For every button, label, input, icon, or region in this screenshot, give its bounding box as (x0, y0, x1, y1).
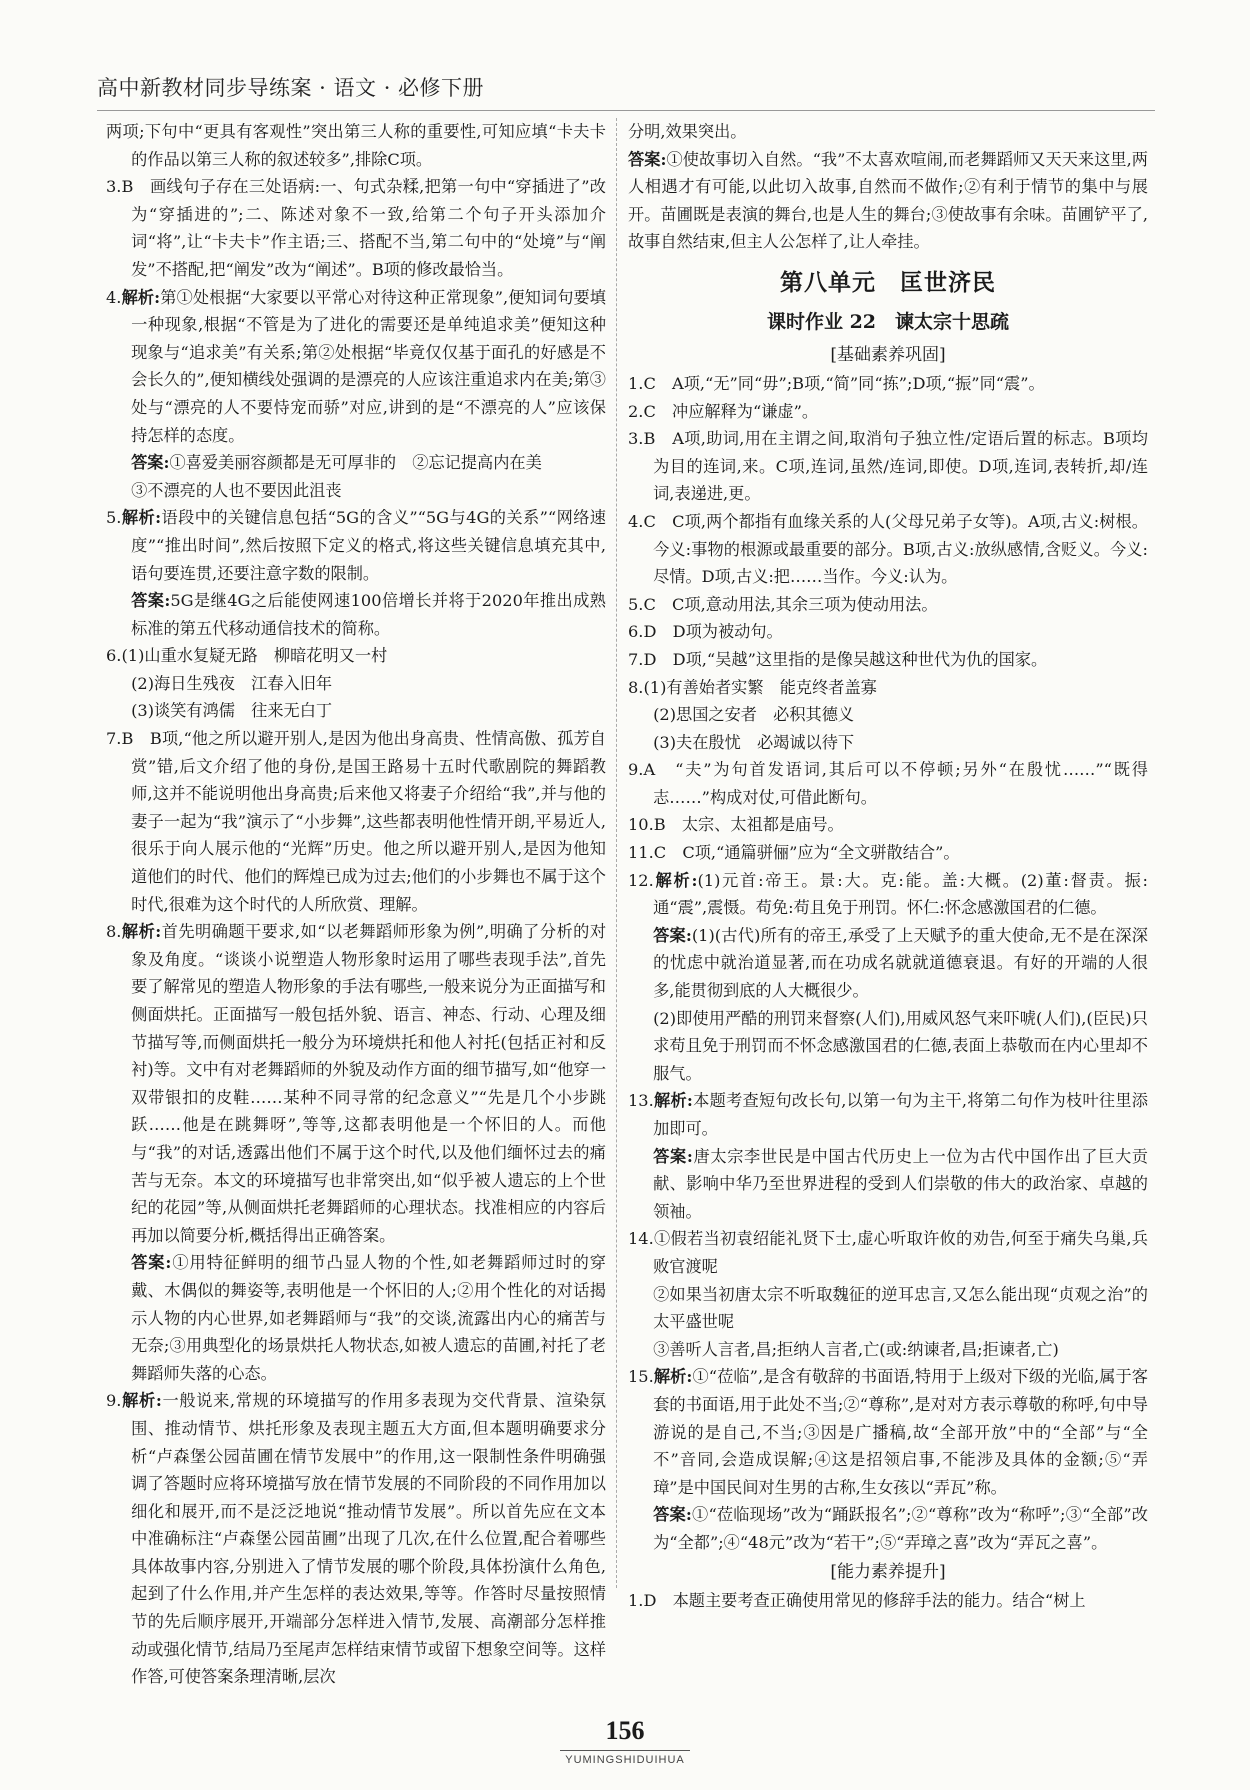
answer-text: ②如果当初唐太宗不听取魏征的逆耳忠言,又怎么能出现“贞观之治”的太平盛世呢 (653, 1284, 1148, 1332)
question-number: 8. (106, 922, 122, 942)
answer-paragraph (106, 449, 606, 477)
answer-text: D D项,“吴越”这里指的是像吴越这种世代为仇的国家。 (643, 649, 1048, 669)
header-rule (97, 110, 1155, 111)
answer-text: B 太宗、太祖都是庙号。 (653, 815, 844, 835)
answer-text: 第①处根据“大家要以平常心对待这种正常现象”,便知词句要填一种现象,根据“不管是为了进化的需要还是单纯追求美”便知这种现象与“追求美”有关系;第②处根据“毕竟仅仅基于面孔的好感是不会长久的”,便知横线处强调的是漂亮的人应该注重追求内在美;第③处与“漂亮的人不要恃宠而骄”对应,讲到的是“不漂亮的人”应该保持怎样的态度。 (131, 287, 606, 445)
answer-paragraph (106, 504, 606, 587)
answer-label: 解析: (121, 1391, 162, 1411)
right-column (628, 118, 1148, 1614)
question-number: 9. (628, 760, 644, 780)
answer-label: 答案: (131, 1253, 172, 1273)
answer-text: (3)夫在殷忧 必竭诚以待下 (653, 732, 855, 752)
answer-text: 首先明确题干要求,如“以老舞蹈师形象为例”,明确了分析的对象及角度。“谈谈小说塑造人物形象时运用了哪些表现手法”,首先要了解常见的塑造人物形象的手法有哪些,一般来说分为正面描写和侧面烘托。正面描写一般包括外貌、语言、神态、行动、心理及细节描写等,而侧面烘托一般分为环境烘托和他人衬托(包括正衬和反衬)等。文中有对老舞蹈师的外貌及动作方面的细节描写,如“他穿一双带银扣的皮鞋……某种不同寻常的纪念意义”“先是几个小步跳跃……他是在跳舞呀”,等等,这都表明他是一个怀旧的人。而他与“我”的对话,透露出他们不属于这个时代,以及他们缅怀过去的痛苦与无奈。本文的环境描写也非常突出,如“似乎被人遗忘的上个世纪的花园”等,从侧面烘托老舞蹈师的心理状态。找准相应的内容后再加以简要分析,概括得出正确答案。 (131, 922, 607, 1245)
answer-label: 解析: (121, 287, 161, 307)
answer-paragraph (628, 591, 1148, 619)
answer-paragraph (628, 1336, 1148, 1364)
answer-text: B 画线句子存在三处语病:一、句式杂糅,把第一句中“穿插进了”改为“穿插进的”;二、陈述对象不一致,给第二个句子开头添加介词“将”,让“卡夫卡”作主语;三、搭配不当,第二句中的“处境”与“阐发”不搭配,把“阐发”改为“阐述”。B项的修改最恰当。 (121, 177, 606, 279)
answer-label: 解析: (121, 922, 162, 942)
answer-paragraph (628, 756, 1148, 811)
question-number: 14. (628, 1229, 654, 1249)
answer-paragraph (106, 1249, 606, 1387)
answer-text: ①使故事切入自然。“我”不太喜欢喧闹,而老舞蹈师又天天来这里,两人相遇才有可能,以此切入故事,自然而不做作;②有利于情节的集中与展开。苗圃既是表演的舞台,也是人生的舞台;③使故事有余味。苗圃铲平了,故事自然结束,但主人公怎样了,让人牵挂。 (628, 149, 1148, 252)
answer-text: 一般说来,常规的环境描写的作用多表现为交代背景、渲染氛围、推动情节、烘托形象及表现主题五大方面,但本题明确要求分析“卢森堡公园苗圃在情节发展中”的作用,这一限制性条件明确强调了答题时应将环境描写放在情节发展的不同阶段的不同作用加以细化和展开,而不是泛泛地说“推动情节发展”。所以首先应在文本中准确标注“卢森堡公园苗圃”出现了几次,在什么位置,配合着哪些具体故事内容,分别进入了情节发展的哪个阶段,具体扮演什么角色,起到了什么作用,并产生怎样的表达效果,等等。作答时尽量按照情节的先后顺序展开,开端部分怎样进入情节,发展、高潮部分怎样推动或强化情节,结局乃至尾声怎样结束情节或留下想象空间等。这样作答,可使答案条理清晰,层次 (131, 1391, 606, 1687)
question-number: 1. (628, 1590, 644, 1610)
question-number: 5. (106, 508, 122, 528)
answer-paragraph (628, 146, 1148, 256)
lesson-title: 课时作业 22 谏太宗十思疏 (766, 310, 1010, 333)
answer-paragraph (628, 1587, 1148, 1615)
answer-paragraph (628, 370, 1148, 398)
answer-paragraph (106, 173, 606, 283)
answer-paragraph (628, 701, 1148, 729)
answer-text: (3)谈笑有鸿儒 往来无白丁 (131, 701, 333, 721)
answer-label: 答案: (131, 453, 170, 473)
answer-text: ①用特征鲜明的细节凸显人物的个性,如老舞蹈师过时的穿戴、木偶似的舞姿等,表明他是一个怀旧的人;②用个性化的对话揭示人物的内心世界,如老舞蹈师与“我”的交谈,流露出内心的痛苦与无奈;③用典型化的场景烘托人物状态,如被人遗忘的苗圃,衬托了老舞蹈师失落的心态。 (131, 1253, 606, 1383)
question-number: 13. (628, 1091, 654, 1111)
answer-paragraph (628, 118, 1148, 146)
answer-paragraph (628, 398, 1148, 426)
answer-paragraph (106, 918, 606, 1249)
answer-paragraph (106, 725, 606, 918)
answer-text: 分明,效果突出。 (628, 122, 747, 141)
column-divider (616, 118, 617, 1588)
answer-text: C 冲应解释为“谦虚”。 (643, 401, 819, 421)
answer-text: B A项,助词,用在主谓之间,取消句子独立性/定语后置的标志。B项均为目的连词,来。C项,连词,虽然/连词,即使。D项,连词,表转折,却/连词,表递进,更。 (643, 429, 1148, 504)
question-number: 12. (628, 870, 654, 890)
unit-title: 第八单元 匡世济民 (780, 268, 996, 296)
question-number: 8. (628, 677, 644, 697)
answer-paragraph (106, 118, 606, 173)
answer-text: (1)(古代)所有的帝王,承受了上天赋予的重大使命,无不是在深深的忧虑中就治道显著,而在功成名就就道德衰退。有好的开端的人很多,能贯彻到底的人大概很少。 (653, 925, 1148, 1001)
question-number: 4. (628, 511, 644, 531)
answer-text: 本题考查短句改长句,以第一句为主干,将第二句作为枝叶往里添加即可。 (653, 1091, 1148, 1138)
answer-text: 两项;下句中“更具有客观性”突出第三人称的重要性,可知应填“卡夫卡的作品以第三人称的叙述较多”,排除C项。 (106, 122, 606, 169)
question-number: 15. (628, 1367, 654, 1387)
question-number: 7. (106, 729, 122, 749)
question-number: 4. (106, 287, 122, 307)
answer-paragraph (628, 646, 1148, 674)
answer-label: 答案: (653, 1146, 693, 1166)
question-number: 5. (628, 594, 644, 614)
answer-text: ①“莅临现场”改为“踊跃报名”;②“尊称”改为“称呼”;③“全部”改为“全都”;④“48元”改为“若干”;⑤“弄璋之喜”改为“弄瓦之喜”。 (653, 1505, 1148, 1552)
answer-text: ①假若当初袁绍能礼贤下士,虚心听取许攸的劝告,何至于痛失乌巢,兵败官渡呢 (653, 1229, 1148, 1276)
right-top-block (628, 118, 1148, 256)
answer-paragraph (106, 477, 606, 505)
question-number: 7. (628, 649, 644, 669)
answer-paragraph (628, 1005, 1148, 1088)
answer-text: (2)即使用严酷的刑罚来督察(人们),用威风怒气来吓唬(人们),(臣民)只求苟且免于刑罚而不怀念感激国君的仁德,表面上恭敬而在内心里却不服气。 (653, 1008, 1148, 1083)
question-number: 2. (628, 401, 644, 421)
answer-text: 语段中的关键信息包括“5G的含义”“5G与4G的关系”“网络速度”“推出时间”,然后按照下定义的格式,将这些关键信息填充其中,语句要连贯,还要注意字数的限制。 (131, 508, 606, 583)
answer-label: 解析: (653, 1091, 693, 1111)
answer-paragraph (628, 1281, 1148, 1336)
answer-text: C C项,两个都指有血缘关系的人(父母兄弟子女等)。A项,古义:树根。今义:事物的根源或最重要的部分。B项,古义:放纵感情,含贬义。今义:尽情。D项,古义:把……当作。今义:认为。 (643, 511, 1148, 587)
answer-text: (2)思国之安者 必积其德义 (653, 705, 855, 725)
answer-text: C C项,“通篇骈俪”应为“全文骈散结合”。 (653, 843, 960, 863)
answer-text: 5G是继4G之后能使网速100倍增长并将于2020年推出成熟标准的第五代移动通信技术的简称。 (131, 591, 606, 638)
answer-text: (1)元首:帝王。景:大。克:能。盖:大概。(2)董:督责。振:通“震”,震慑。苟免:苟且免于刑罚。怀仁:怀念感激国君的仁德。 (653, 870, 1148, 918)
answer-paragraph (628, 618, 1148, 646)
answer-paragraph (628, 811, 1148, 839)
right-bottom-block (628, 1587, 1148, 1615)
answer-paragraph (106, 1387, 606, 1691)
answer-paragraph (106, 642, 606, 670)
answer-paragraph (628, 729, 1148, 757)
answer-paragraph (106, 697, 606, 725)
answer-text: A “夫”为句首发语词,其后可以不停顿;另外“在殷忧……”“既得志……”构成对仗,可借此断句。 (643, 760, 1148, 807)
answer-text: B B项,“他之所以避开别人,是因为他出身高贵、性情高傲、孤芳自赏”错,后文介绍了他的身份,是国王路易十五时代歌剧院的舞蹈教师,这并不能说明他出身高贵;后来他又将妻子介绍给“我”,并与他的妻子一起为“我”演示了“小步舞”,这些都表明他性情开朗,平易近人,很乐于向人展示他的“光辉”历史。他之所以避开别人,是因为他知道他们的时代、他们的辉煌已成为过去;他们的小步舞也不属于这个时代,很难为这个时代的人所欣赏、理解。 (121, 729, 606, 914)
answer-paragraph (106, 284, 606, 450)
answer-paragraph (628, 867, 1148, 922)
answer-text: ③善听人言者,昌;拒纳人言者,亡(或:纳谏者,昌;拒谏者,亡) (653, 1339, 1059, 1359)
answer-text: 唐太宗李世民是中国古代历史上一位为古代中国作出了巨大贡献、影响中华乃至世界进程的受到人们崇敬的伟大的政治家、卓越的领袖。 (653, 1146, 1148, 1221)
question-number: 1. (628, 373, 644, 393)
footer-brand: YUMINGSHIDUIHUA (565, 1754, 685, 1766)
section-title-basic: [基础素养巩固] (830, 344, 946, 365)
question-number: 10. (628, 815, 654, 835)
answer-text: ③不漂亮的人也不要因此沮丧 (131, 480, 342, 500)
question-number: 6. (628, 622, 644, 642)
answer-text: C A项,“无”同“毋”;B项,“简”同“拣”;D项,“振”同“震”。 (643, 373, 1045, 393)
answer-text: D D项为被动句。 (643, 622, 783, 642)
answer-text: C C项,意动用法,其余三项为使动用法。 (643, 594, 938, 614)
answer-text: (1)山重水复疑无路 柳暗花明又一村 (121, 646, 388, 666)
answer-paragraph (628, 1087, 1148, 1142)
answer-paragraph (628, 922, 1148, 1005)
answer-label: 解析: (653, 1367, 693, 1387)
answer-paragraph (628, 1225, 1148, 1280)
answer-paragraph (628, 1363, 1148, 1501)
question-number: 6. (106, 646, 122, 666)
section-title-ability: [能力素养提升] (830, 1561, 946, 1582)
page-number: 156 (605, 1716, 645, 1745)
answer-paragraph (628, 839, 1148, 867)
answer-label: 解析: (121, 508, 162, 528)
answer-label: 解析: (653, 870, 698, 890)
answer-label: 答案: (653, 925, 692, 945)
answer-paragraph (628, 508, 1148, 591)
answer-text: ①“莅临”,是含有敬辞的书面语,特用于上级对下级的光临,属于客套的书面语,用于此处不当;②“尊称”,是对对方表示尊敬的称呼,句中导游说的是自己,不当;③因是广播稿,故“全部开放”中的“全部”与“全不”音同,会造成误解;④这是招领启事,不能涉及具体的金额;⑤“弄璋”是中国民间对生男的古称,生女孩以“弄瓦”称。 (653, 1367, 1148, 1497)
answer-label: 答案: (131, 591, 171, 611)
answer-text: (2)海日生残夜 江春入旧年 (131, 673, 333, 693)
answer-text: ①喜爱美丽容颜都是无可厚非的 ②忘记提高内在美 (169, 453, 542, 473)
answer-text: (1)有善始者实繁 能克终者盖寡 (643, 677, 877, 697)
question-number: 11. (628, 843, 654, 863)
answer-paragraph (628, 1143, 1148, 1226)
left-column (106, 118, 606, 1691)
question-number: 9. (106, 1391, 122, 1411)
answer-paragraph (106, 587, 606, 642)
answer-paragraph (628, 674, 1148, 702)
answer-text: D 本题主要考查正确使用常见的修辞手法的能力。结合“树上 (643, 1590, 1086, 1610)
answer-paragraph (106, 670, 606, 698)
footer-rule (560, 1750, 690, 1751)
right-mid-block (628, 370, 1148, 1557)
answer-label: 答案: (653, 1505, 692, 1525)
answer-paragraph (628, 1501, 1148, 1556)
answer-paragraph (628, 425, 1148, 508)
question-number: 3. (628, 429, 644, 449)
page-header: 高中新教材同步导练案 · 语文 · 必修下册 (97, 76, 485, 100)
answer-label: 答案: (628, 149, 667, 169)
question-number: 3. (106, 177, 122, 197)
